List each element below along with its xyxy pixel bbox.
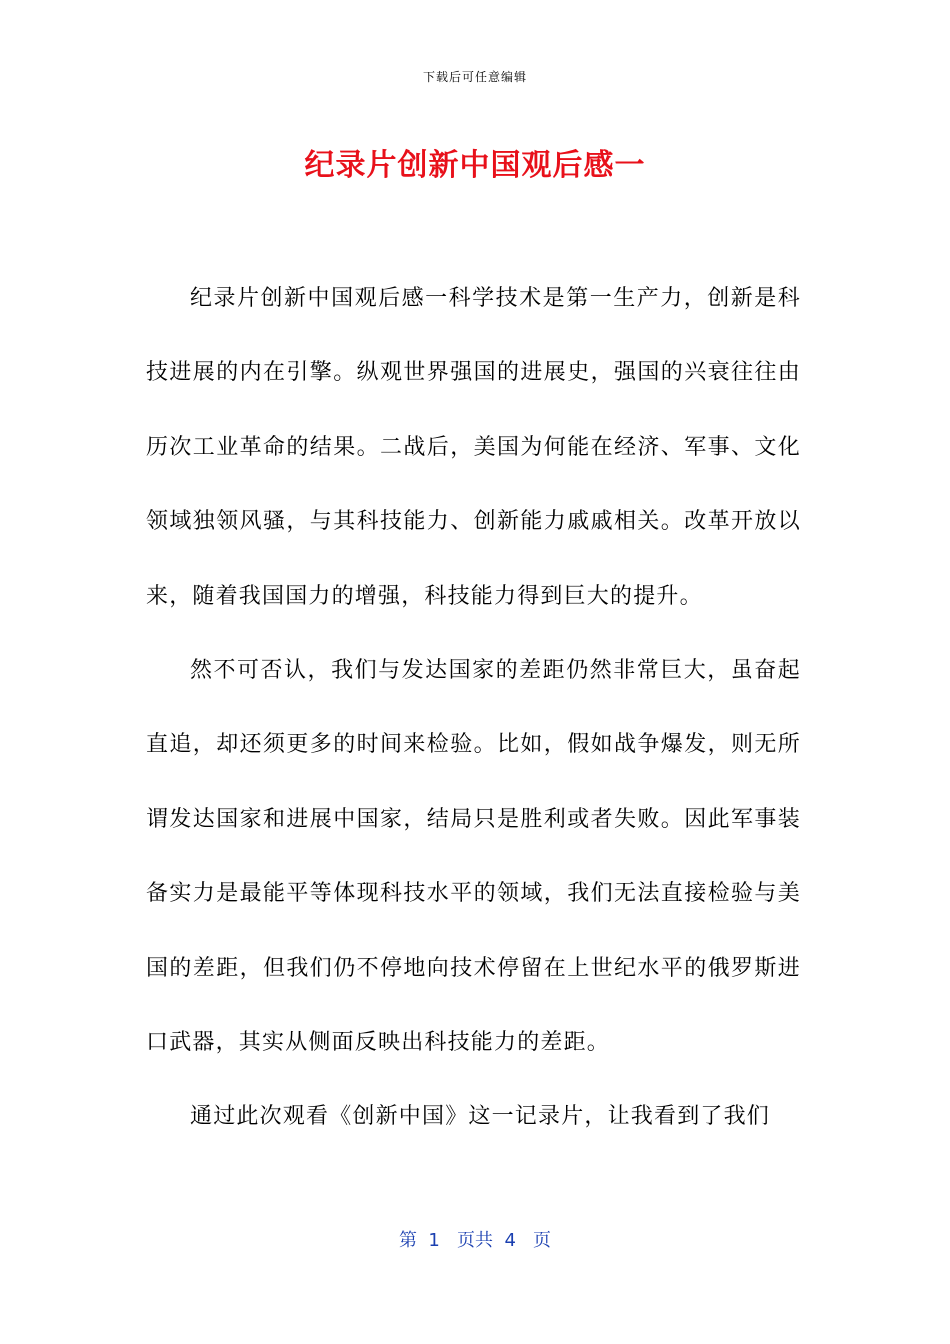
- paragraph-1: 纪录片创新中国观后感一科学技术是第一生产力，创新是科技进展的内在引擎。纵观世界强国的进展史，强国的兴衰往往由历次工业革命的结果。二战后，美国为何能在经济、军事、文化领域独领风骚，与其科技能力、创新能力戚戚相关。改革开放以来，随着我国国力的增强，科技能力得到巨大的提升。: [146, 286, 801, 609]
- paragraph-2: 然不可否认，我们与发达国家的差距仍然非常巨大，虽奋起直追，却还须更多的时间来检验。比如，假如战争爆发，则无所谓发达国家和进展中国家，结局只是胜利或者失败。因此军事装备实力是最能平等体现科技水平的领域，我们无法直接检验与美国的差距，但我们仍不停地向技术停留在上世纪水平的俄罗斯进口武器，其实从侧面反映出科技能力的差距。: [146, 658, 801, 1056]
- header-note: 下载后可任意编辑: [422, 70, 527, 84]
- paragraph-3: 通过此次观看《创新中国》这一记录片，让我看到了我们: [190, 1104, 771, 1130]
- document-title: 纪录片创新中国观后感一: [304, 148, 646, 183]
- document-body: [146, 262, 801, 1155]
- page-number-footer: 第 1 页共 4 页: [398, 1230, 552, 1251]
